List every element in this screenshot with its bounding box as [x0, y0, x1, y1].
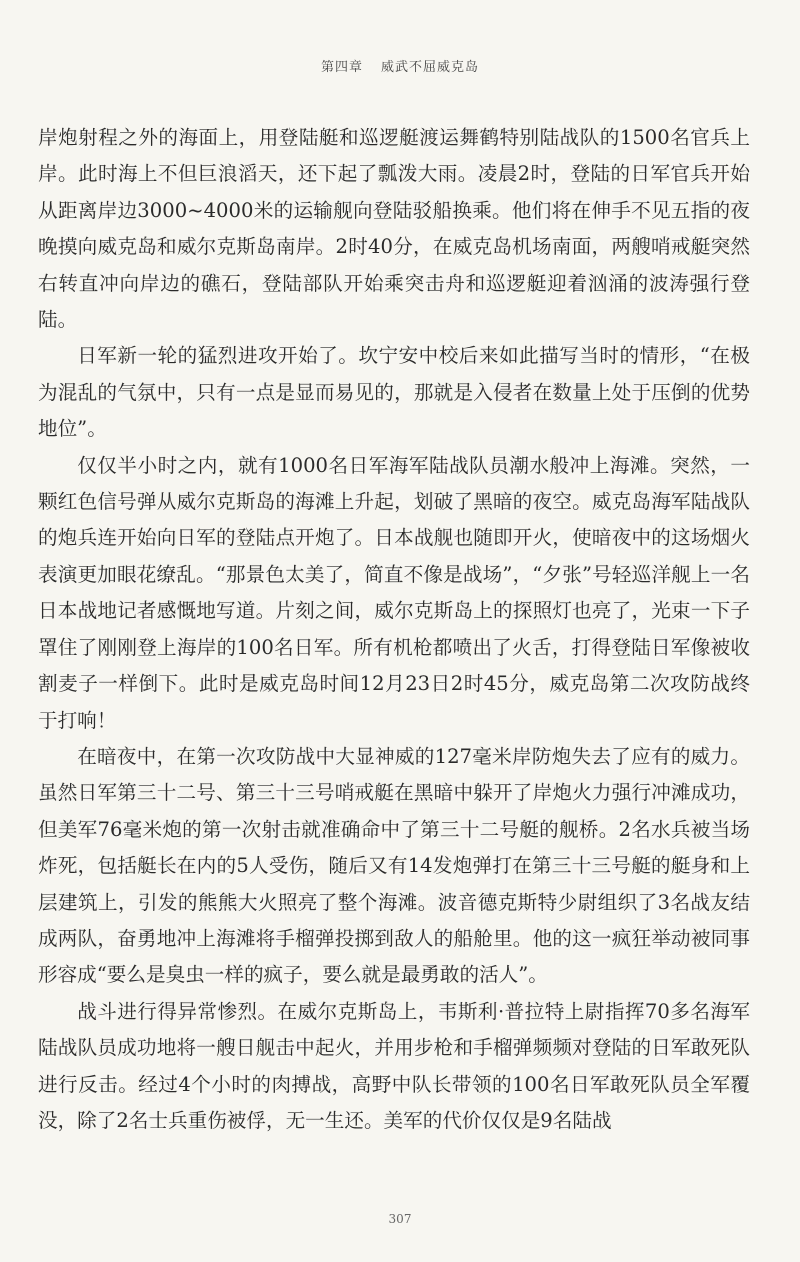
paragraph: 在暗夜中，在第一次攻防战中大显神威的127毫米岸防炮失去了应有的威力。虽然日军第三十二号、第三十三号哨戒艇在黑暗中躲开了岸炮火力强行冲滩成功，但美军76毫米炮的第一次射击就准确命中了第三十二号艇的舰桥。2名水兵被当场炸死，包括艇长在内的5人受伤，随后又有14发炮弹打在第三十三号艇的艇身和上层建筑上，引发的熊熊大火照亮了整个海滩。波音德克斯特少尉组织了3名战友结成两队，奋勇地冲上海滩将手榴弹投掷到敌人的船舱里。他的这一疯狂举动被同事形容成“要么是臭虫一样的疯子，要么就是最勇敢的活人”。 [38, 744, 750, 987]
running-header [0, 56, 800, 75]
paragraph: 岸炮射程之外的海面上，用登陆艇和巡逻艇渡运舞鹤特别陆战队的1500名官兵上岸。此时海上不但巨浪滔天，还下起了瓢泼大雨。凌晨2时，登陆的日军官兵开始从距离岸边3000~4000米的运输舰向登陆驳船换乘。他们将在伸手不见五指的夜晚摸向威克岛和威尔克斯岛南岸。2时40分，在威克岛机场南面，两艘哨戒艇突然右转直冲向岸边的礁石，登陆部队开始乘突击舟和巡逻艇迎着汹涌的波涛强行登陆。 [38, 126, 750, 332]
chapter-label: 第四章 [320, 60, 363, 75]
paragraph: 战斗进行得异常惨烈。在威尔克斯岛上，韦斯利·普拉特上尉指挥70多名海军陆战队员成功地将一艘日舰击中起火，并用步枪和手榴弹频频对登陆的日军敢死队进行反击。经过4个小时的肉搏战，高野中队长带领的100名日军敢死队员全军覆没，除了2名士兵重伤被俘，无一生还。美军的代价仅仅是9名陆战 [38, 999, 750, 1132]
body-text [38, 120, 750, 1139]
paragraph: 仅仅半小时之内，就有1000名日军海军陆战队员潮水般冲上海滩。突然，一颗红色信号弹从威尔克斯岛的海滩上升起，划破了黑暗的夜空。威克岛海军陆战队的炮兵连开始向日军的登陆点开炮了。日本战舰也随即开火，使暗夜中的这场烟火表演更加眼花缭乱。“那景色太美了，简直不像是战场”，“夕张”号轻巡洋舰上一名日本战地记者感慨地写道。片刻之间，威尔克斯岛上的探照灯也亮了，光束一下子罩住了刚刚登上海岸的100名日军。所有机枪都喷出了火舌，打得登陆日军像被收割麦子一样倒下。此时是威克岛时间12月23日2时45分，威克岛第二次攻防战终于打响！ [38, 453, 750, 732]
paragraph: 日军新一轮的猛烈进攻开始了。坎宁安中校后来如此描写当时的情形，“在极为混乱的气氛中，只有一点是显而易见的，那就是入侵者在数量上处于压倒的优势地位”。 [38, 344, 750, 441]
chapter-title: 威武不屈威克岛 [381, 60, 480, 75]
page-number: 307 [388, 1212, 412, 1226]
